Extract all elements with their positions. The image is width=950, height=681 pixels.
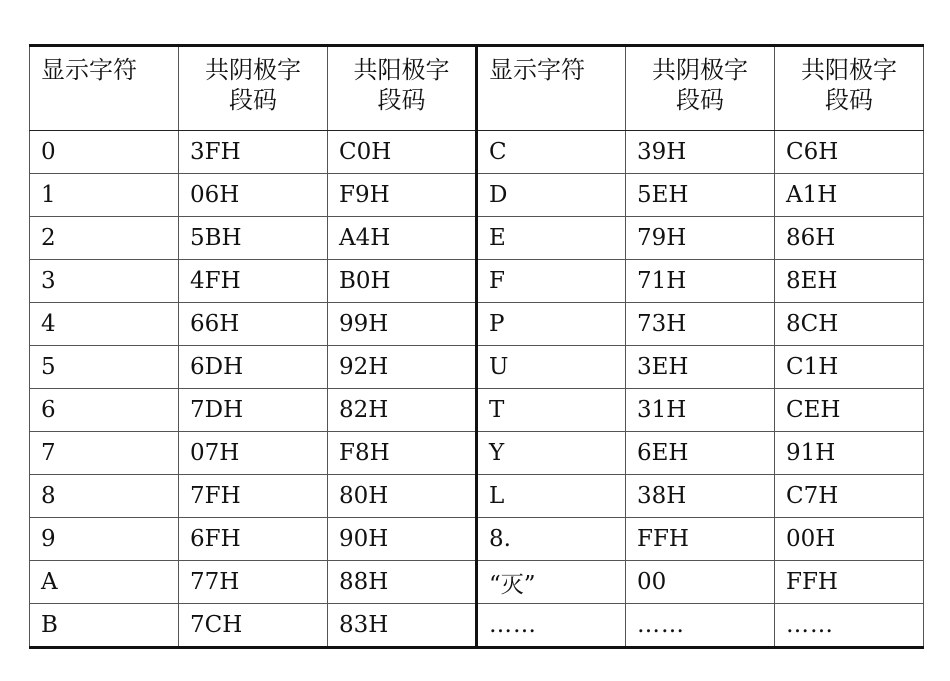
table-row bbox=[30, 561, 924, 604]
table-row bbox=[30, 518, 924, 561]
cell-common-anode: F8H bbox=[328, 432, 477, 475]
cell-common-anode: 90H bbox=[328, 518, 477, 561]
cell-common-cathode: 5EH bbox=[626, 174, 775, 217]
cell-common-cathode: 7FH bbox=[179, 475, 328, 518]
table-row bbox=[30, 217, 924, 260]
table-header-row bbox=[30, 46, 924, 131]
header-common-anode-left: 共阳极字 段码 bbox=[328, 46, 477, 131]
cell-common-cathode: 66H bbox=[179, 303, 328, 346]
cell-display-char: …… bbox=[477, 604, 626, 648]
cell-common-anode: 82H bbox=[328, 389, 477, 432]
cell-common-cathode: 6DH bbox=[179, 346, 328, 389]
cell-common-cathode: …… bbox=[626, 604, 775, 648]
cell-common-anode: CEH bbox=[775, 389, 924, 432]
cell-common-cathode: 73H bbox=[626, 303, 775, 346]
cell-common-cathode: 38H bbox=[626, 475, 775, 518]
cell-display-char: 6 bbox=[30, 389, 179, 432]
cell-display-char: 1 bbox=[30, 174, 179, 217]
cell-common-cathode: 6FH bbox=[179, 518, 328, 561]
cell-display-char: 5 bbox=[30, 346, 179, 389]
cell-common-cathode: 3FH bbox=[179, 131, 328, 174]
cell-display-char: C bbox=[477, 131, 626, 174]
cell-common-anode: 8EH bbox=[775, 260, 924, 303]
cell-display-char: B bbox=[30, 604, 179, 648]
segment-code-table bbox=[29, 44, 924, 649]
cell-display-char: 2 bbox=[30, 217, 179, 260]
header-display-char-right: 显示字符 bbox=[477, 46, 626, 131]
cell-common-anode: C6H bbox=[775, 131, 924, 174]
cell-common-anode: 99H bbox=[328, 303, 477, 346]
table-row bbox=[30, 260, 924, 303]
table-row bbox=[30, 174, 924, 217]
cell-common-anode: F9H bbox=[328, 174, 477, 217]
cell-display-char: 9 bbox=[30, 518, 179, 561]
cell-common-cathode: 39H bbox=[626, 131, 775, 174]
cell-common-cathode: 77H bbox=[179, 561, 328, 604]
cell-display-char: 4 bbox=[30, 303, 179, 346]
cell-display-char: F bbox=[477, 260, 626, 303]
cell-common-cathode: 5BH bbox=[179, 217, 328, 260]
cell-common-anode: A4H bbox=[328, 217, 477, 260]
cell-common-anode: C1H bbox=[775, 346, 924, 389]
cell-common-anode: A1H bbox=[775, 174, 924, 217]
cell-display-char: U bbox=[477, 346, 626, 389]
cell-common-anode: 86H bbox=[775, 217, 924, 260]
table-row bbox=[30, 346, 924, 389]
cell-common-cathode: 3EH bbox=[626, 346, 775, 389]
cell-common-cathode: 31H bbox=[626, 389, 775, 432]
cell-common-cathode: 7DH bbox=[179, 389, 328, 432]
table-row bbox=[30, 604, 924, 648]
cell-common-cathode: 00 bbox=[626, 561, 775, 604]
cell-display-char: 8 bbox=[30, 475, 179, 518]
cell-common-anode: C7H bbox=[775, 475, 924, 518]
cell-common-anode: B0H bbox=[328, 260, 477, 303]
header-common-anode-right: 共阳极字 段码 bbox=[775, 46, 924, 131]
table-row bbox=[30, 131, 924, 174]
cell-common-cathode: 6EH bbox=[626, 432, 775, 475]
cell-display-char: E bbox=[477, 217, 626, 260]
cell-display-char: Y bbox=[477, 432, 626, 475]
cell-common-cathode: 7CH bbox=[179, 604, 328, 648]
cell-display-char: “灭” bbox=[477, 561, 626, 604]
header-common-cathode-right: 共阴极字 段码 bbox=[626, 46, 775, 131]
table-row bbox=[30, 432, 924, 475]
table-row bbox=[30, 389, 924, 432]
cell-display-char: 8. bbox=[477, 518, 626, 561]
cell-display-char: P bbox=[477, 303, 626, 346]
cell-common-cathode: FFH bbox=[626, 518, 775, 561]
cell-common-anode: FFH bbox=[775, 561, 924, 604]
cell-display-char: 3 bbox=[30, 260, 179, 303]
cell-common-anode: …… bbox=[775, 604, 924, 648]
table-row bbox=[30, 303, 924, 346]
cell-display-char: T bbox=[477, 389, 626, 432]
header-common-cathode-left: 共阴极字 段码 bbox=[179, 46, 328, 131]
cell-common-anode: C0H bbox=[328, 131, 477, 174]
cell-common-anode: 83H bbox=[328, 604, 477, 648]
cell-display-char: L bbox=[477, 475, 626, 518]
cell-common-cathode: 71H bbox=[626, 260, 775, 303]
cell-common-anode: 91H bbox=[775, 432, 924, 475]
cell-common-anode: 8CH bbox=[775, 303, 924, 346]
cell-display-char: 0 bbox=[30, 131, 179, 174]
cell-common-cathode: 07H bbox=[179, 432, 328, 475]
cell-display-char: 7 bbox=[30, 432, 179, 475]
cell-common-cathode: 79H bbox=[626, 217, 775, 260]
cell-common-anode: 00H bbox=[775, 518, 924, 561]
cell-common-cathode: 4FH bbox=[179, 260, 328, 303]
cell-display-char: D bbox=[477, 174, 626, 217]
cell-common-anode: 92H bbox=[328, 346, 477, 389]
cell-common-cathode: 06H bbox=[179, 174, 328, 217]
cell-common-anode: 80H bbox=[328, 475, 477, 518]
header-display-char-left: 显示字符 bbox=[30, 46, 179, 131]
cell-common-anode: 88H bbox=[328, 561, 477, 604]
table-row bbox=[30, 475, 924, 518]
cell-display-char: A bbox=[30, 561, 179, 604]
